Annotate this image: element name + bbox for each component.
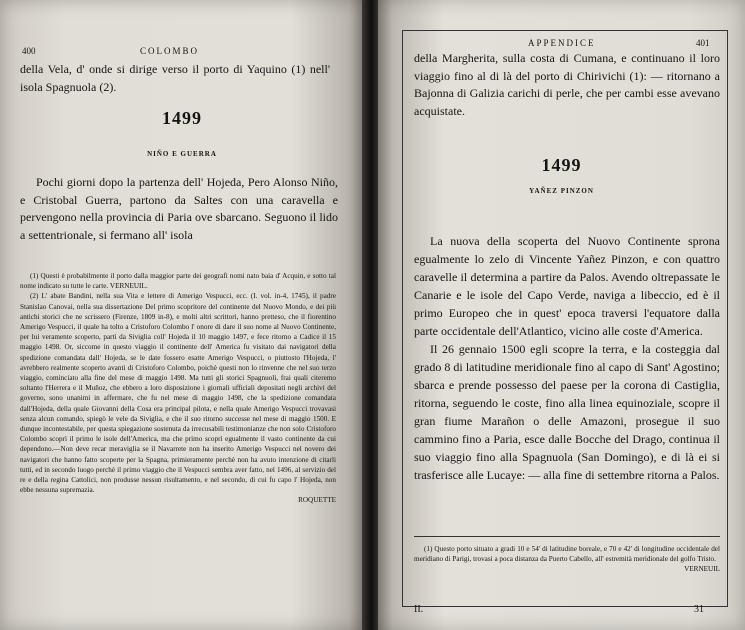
right-page — [378, 0, 745, 630]
left-subheading: NIÑO E GUERRA — [147, 150, 217, 158]
right-body-paragraph-1: La nuova della scoperta del Nuovo Continente sprona egualmente lo zelo di Vincente Yañez Pinzon, e con quattro caravelle il determina a partire da Palos. Avendo oltrepassate le Canarie e le isole del Capo Verde, naviga a libeccio, ed è il primo Europeo che in quest' epoca traversi l'equatore dalla parte occidentale dell'Atlantico, vicino alle coste d'America. — [414, 234, 720, 338]
right-footnote-signature: VERNEUIL — [684, 565, 720, 574]
right-subheading: YAÑEZ PINZON — [529, 187, 594, 195]
left-year-heading: 1499 — [162, 108, 202, 128]
left-footnote-signature: ROQUETTE — [298, 496, 336, 505]
footnote-rule — [414, 536, 720, 537]
right-body-paragraph-2: Il 26 gennaio 1500 egli scopre la terra, e la costeggia dal grado 8 di latitudine meridionale fino al capo di Sant' Agostino; sbarca e prende possesso del paese per la corona di Castiglia, ritorna, seguendo le coste, fino alla linea equinoziale, scopre il gran fiume Marañon o delle Amazoni, prosegue il suo cammino fino a Paria, esce dalle Bocche del Drago, continua il suo viaggio fino alla Spagnuola (San Domingo), e di là ei si trasferisce alle Lucaye: — alla fine di settembre ritorna a Palos. — [414, 342, 720, 482]
right-running-head: APPENDICE — [528, 38, 596, 48]
left-page — [0, 0, 364, 630]
left-footnote-2: (2) L' abate Bandini, nella sua Vita e lettere di Amerigo Vespucci, ecc. (I. vol. in-4, 1745), il padre Stanislao Canovai, nella sua dissertazione Del primo scopritore del continente del Nuovo Mondo, e dei più antichi storici che ne scrissero (Firenze, 1809 in-8), e molti altri scrittori, hanno pretteso, che il fiorentino Amerigo Vespucci, il quale ha tolto a Cristoforo Colombo l' onore di dare il suo nome al Nuovo Continente, per lui veramente scoperto, partì da Siviglia coll' Hojeda il 10 maggio 1497, e fece ritorno a Cadice il 15 maggio 1498. Or, siccome in questo viaggio il continente dell' America fu visitato dai navigatori della spedizione comandata dall' Hojeda, se le date fossero esatte Amerigo Vespucci, o piuttosto l'Hojeda, l' avrebbero realmente scoperto avanti di Cristoforo Colombo, poichè questi non lo rinvenne che nel suo terzo viaggio, cominciato alla fine del mese di maggio 1498. Ma tutti gli storici Spagnuoli, frai quali citeremo soltanto l'Herrera e il Muñoz, che ebbero a loro disposizione i giornali ufficiali depositati negli archivi del governo, sono unanimi in affermare, che fu nel mese di maggio 1498, che la spedizione comandata dall'Hojeda, della quale Giovanni della Cosa era principal pilota, e nella quale Amerigo Vespucci trovavasi senza alcun comando, spiegò le vele da Siviglia, e che il suo ritorno successe nel mese di maggio 1500. E dunque incontestabile, per questa spiegazione sostenuta da irrecusabili testimonianze che non solo Cristoforo Colombo scoprì il primo le isole dell'America, ma che primo scoprì egualmente il vasto continente da cui dependono.—Non deve recar meraviglia se il Navarrete non ha inserito Amerigo Vespucci nel novero dei navigatori che hanno fatto scoperte per la Spagna, primieramente perchè non ha avuto intenzione di citarli tutti, ed in secondo luogo perchè il primo viaggio che il Vespucci sembra aver fatto, nel 1496, al servizio del re e della regina Cattolici, non produsse nessun risultamento, e nel secondo, di cui fu capo l' Hojeda, non ebbe nessuna supremazia. — [20, 292, 336, 495]
signature-mark-left: II. — [414, 604, 424, 615]
right-body — [414, 232, 720, 484]
left-footnotes — [20, 271, 336, 506]
right-footnote-1: (1) Questo porto situato a gradi 10 e 54' di latitudine boreale, e 70 e 42' di longitudine occidentale del meridiano di Parigi, trovasi a poca distanza da Puerto Cabello, all' estremità meridionale del golfo Tristo. — [414, 545, 720, 564]
left-page-number: 400 — [22, 46, 36, 56]
left-body-paragraph: Pochi giorni dopo la partenza dell' Hojeda, Pero Alonso Niño, e Cristobal Guerra, partono da Saltes con una caravella e pervengono nella provincia di Paria ove sbarcano. Seguono il lido a settentrionale, si fermano all' isola — [20, 175, 338, 242]
right-year-heading: 1499 — [541, 155, 582, 175]
left-top-text — [20, 60, 330, 96]
left-top-paragraph: della Vela, d' onde si dirige verso il porto di Yaquino (1) nell' isola Spagnuola (2). — [20, 62, 330, 94]
left-running-head: COLOMBO — [140, 46, 200, 56]
signature-mark-right: 31 — [694, 604, 704, 615]
left-body — [20, 174, 338, 244]
right-top-text — [414, 50, 720, 120]
left-footnote-1: (1) Questi è probabilmente il porto dalla maggior parte dei geografi nomi nato baia d' Acquin, e sotto tal nome indicato su tutte le carte. VERNEUIL. — [20, 272, 336, 291]
right-top-paragraph: della Margherita, sulla costa di Cumana, e continuano il loro viaggio fino al di là del porto di Chirivichi (1): — ritornano a Bajonna di Galizia carichi di perle, che per cambi esse avevano acquistate. — [414, 51, 720, 118]
right-footnotes — [414, 544, 720, 575]
right-page-number: 401 — [696, 38, 710, 48]
